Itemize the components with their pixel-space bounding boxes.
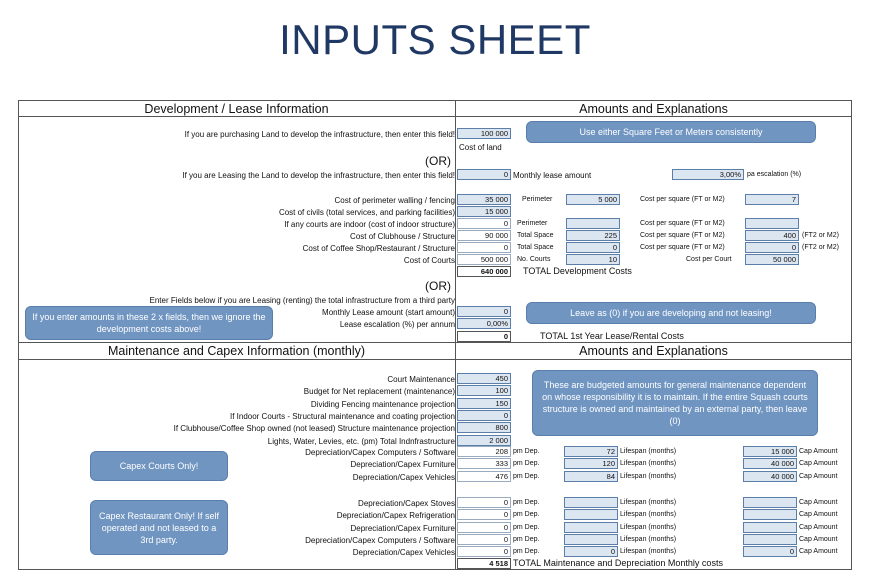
pm-dep-label: pm Dep. xyxy=(513,448,540,455)
lease-land-input[interactable]: 0 xyxy=(457,169,511,180)
third-party-label: Enter Fields below if you are Leasing (renting) the total infrastructure from a third party xyxy=(149,296,455,305)
dev-section-header: Development / Lease Information xyxy=(144,102,329,116)
capex-row-label: Depreciation/Capex Refrigeration xyxy=(336,511,455,520)
lifespan-label: Lifespan (months) xyxy=(620,460,677,467)
clubhouse-space-label: Total Space xyxy=(517,232,554,239)
cap-amount-input[interactable]: 40 000 xyxy=(743,471,797,482)
maint-row-label: Budget for Net replacement (maintenance) xyxy=(303,387,455,396)
lease-escalation-input[interactable]: 0,00% xyxy=(457,318,511,329)
ignore-dev-callout: If you enter amounts in these 2 x fields, then we ignore the development costs above! xyxy=(25,306,273,340)
cpsq-label: Cost per square (FT or M2) xyxy=(640,196,725,203)
lifespan-input[interactable]: 120 xyxy=(564,458,618,469)
amounts-section-header-2: Amounts and Explanations xyxy=(579,344,728,358)
monthly-start-input[interactable]: 0 xyxy=(457,306,511,317)
header-bottom-line xyxy=(18,116,852,117)
coffee-cpsq-label: Cost per square (FT or M2) xyxy=(640,244,725,251)
capex-row-label: Depreciation/Capex Furniture xyxy=(350,460,455,469)
leave-zero-callout: Leave as (0) if you are developing and not leasing! xyxy=(526,302,816,324)
cap-amount-label: Cap Amount xyxy=(799,448,838,455)
capex-row-label: Depreciation/Capex Computers / Software xyxy=(305,536,455,545)
cap-amount-label: Cap Amount xyxy=(799,548,838,555)
pm-dep-label: pm Dep. xyxy=(513,460,540,467)
pm-dep-label: pm Dep. xyxy=(513,473,540,480)
maint-row-input[interactable]: 150 xyxy=(457,398,511,409)
pm-dep-label: pm Dep. xyxy=(513,499,540,506)
capex-row-value: 0 xyxy=(457,546,511,557)
capex-row-value: 208 xyxy=(457,446,511,457)
capex-row-label: Depreciation/Capex Furniture xyxy=(350,524,455,533)
pm-dep-label: pm Dep. xyxy=(513,536,540,543)
coffee-space-label: Total Space xyxy=(517,244,554,251)
indoor-perimeter-label: Perimeter xyxy=(517,220,548,227)
indoor-cpsq-input[interactable] xyxy=(745,218,799,229)
capex-restaurant-callout: Capex Restaurant Only! If self operated and not leased to a 3rd party. xyxy=(90,500,228,555)
capex-courts-callout: Capex Courts Only! xyxy=(90,451,228,481)
capex-row-value: 0 xyxy=(457,534,511,545)
lease-land-label: If you are Leasing the Land to develop the infrastructure, then enter this field! xyxy=(182,171,455,180)
or-separator-1: (OR) xyxy=(425,154,451,168)
purchase-land-label: If you are purchasing Land to develop the infrastructure, then enter this field! xyxy=(184,130,455,139)
coffee-cpsq-input[interactable]: 0 xyxy=(745,242,799,253)
cap-amount-label: Cap Amount xyxy=(799,499,838,506)
lifespan-label: Lifespan (months) xyxy=(620,473,677,480)
lifespan-label: Lifespan (months) xyxy=(620,548,677,555)
amounts-section-header: Amounts and Explanations xyxy=(579,102,728,116)
perimeter-input[interactable]: 5 000 xyxy=(566,194,620,205)
total-maintenance-value: 4 518 xyxy=(457,558,511,569)
cap-amount-input[interactable] xyxy=(743,522,797,533)
ncourts-input[interactable]: 10 xyxy=(566,254,620,265)
monthly-start-label: Monthly Lease amount (start amount) xyxy=(322,308,455,317)
cap-amount-label: Cap Amount xyxy=(799,511,838,518)
budgeted-callout: These are budgeted amounts for general maintenance dependent on whose responsibility it is to maintain. If the entire Squash courts structure is owned and maintained by an external party, then leave (0) xyxy=(532,370,818,436)
lifespan-input[interactable]: 72 xyxy=(564,446,618,457)
maint-row-label: If Clubhouse/Coffee Shop owned (not leased) Structure maintenance projection xyxy=(173,424,455,433)
lifespan-input[interactable]: 0 xyxy=(564,546,618,557)
clubhouse-label: Cost of Clubhouse / Structure xyxy=(350,232,455,241)
or-separator-2: (OR) xyxy=(425,279,451,293)
indoor-label: If any courts are indoor (cost of indoor structure) xyxy=(284,220,455,229)
clubhouse-input[interactable]: 90 000 xyxy=(457,230,511,241)
clubhouse-unit-label: (FT2 or M2) xyxy=(802,232,839,239)
coffee-unit-label: (FT2 or M2) xyxy=(802,244,839,251)
maint-row-label: Lights, Water, Levies, etc. (pm) Total Indnfrastructure xyxy=(267,437,455,446)
maint-section-header: Maintenance and Capex Information (monthly) xyxy=(107,344,366,358)
pm-dep-label: pm Dep. xyxy=(513,524,540,531)
frame-left-line xyxy=(18,100,19,570)
maint-row-input[interactable]: 800 xyxy=(457,422,511,433)
escalation-input[interactable]: 3,00% xyxy=(672,169,744,180)
courts-label: Cost of Courts xyxy=(403,256,455,265)
capex-row-label: Depreciation/Capex Vehicles xyxy=(352,473,455,482)
walling-input[interactable]: 35 000 xyxy=(457,194,511,205)
lifespan-input[interactable] xyxy=(564,497,618,508)
lifespan-input[interactable] xyxy=(564,534,618,545)
cap-amount-label: Cap Amount xyxy=(799,460,838,467)
lifespan-label: Lifespan (months) xyxy=(620,448,677,455)
maint-row-input[interactable]: 100 xyxy=(457,385,511,396)
maint-row-input[interactable]: 2 000 xyxy=(457,435,511,446)
maint-row-label: Court Maintenance xyxy=(387,375,455,384)
maint-row-label: Dividing Fencing maintenance projection xyxy=(310,400,455,409)
ncourts-label: No. Courts xyxy=(517,256,551,263)
cost-per-court-input[interactable]: 50 000 xyxy=(745,254,799,265)
coffee-label: Cost of Coffee Shop/Restaurant / Structure xyxy=(302,244,455,253)
lifespan-input[interactable] xyxy=(564,522,618,533)
cap-amount-input[interactable] xyxy=(743,509,797,520)
lifespan-input[interactable] xyxy=(564,509,618,520)
maint-row-input[interactable]: 0 xyxy=(457,410,511,421)
capex-row-value: 333 xyxy=(457,458,511,469)
lifespan-label: Lifespan (months) xyxy=(620,524,677,531)
clubhouse-cpsq-label: Cost per square (FT or M2) xyxy=(640,232,725,239)
walling-label: Cost of perimeter walling / fencing xyxy=(334,196,455,205)
cap-amount-input[interactable]: 40 000 xyxy=(743,458,797,469)
clubhouse-space-input[interactable]: 225 xyxy=(566,230,620,241)
total-lease-value: 0 xyxy=(457,331,511,342)
units-callout: Use either Square Feet or Meters consistently xyxy=(526,121,816,143)
civils-input[interactable]: 15 000 xyxy=(457,206,511,217)
cap-amount-input[interactable] xyxy=(743,534,797,545)
escalation-label: pa escalation (%) xyxy=(747,171,802,178)
total-development-label: TOTAL Development Costs xyxy=(523,266,632,276)
lifespan-label: Lifespan (months) xyxy=(620,499,677,506)
frame-bottom-line xyxy=(18,569,852,570)
pm-dep-label: pm Dep. xyxy=(513,511,540,518)
courts-input[interactable]: 500 000 xyxy=(457,254,511,265)
capex-row-value: 476 xyxy=(457,471,511,482)
coffee-space-input[interactable]: 0 xyxy=(566,242,620,253)
cap-amount-label: Cap Amount xyxy=(799,524,838,531)
maint-top-line xyxy=(18,342,852,343)
cost-of-land-label: Cost of land xyxy=(459,143,502,152)
clubhouse-cpsq-input[interactable]: 400 xyxy=(745,230,799,241)
cap-amount-input[interactable] xyxy=(743,497,797,508)
cap-amount-label: Cap Amount xyxy=(799,473,838,480)
indoor-input[interactable]: 0 xyxy=(457,218,511,229)
capex-row-value: 0 xyxy=(457,497,511,508)
cpsq-input[interactable]: 7 xyxy=(745,194,799,205)
capex-row-label: Depreciation/Capex Computers / Software xyxy=(305,448,455,457)
capex-row-value: 0 xyxy=(457,509,511,520)
cap-amount-label: Cap Amount xyxy=(799,536,838,543)
maint-header-bottom-line xyxy=(18,359,852,360)
cost-per-court-label: Cost per Court xyxy=(686,256,732,263)
indoor-perimeter-input[interactable] xyxy=(566,218,620,229)
capex-row-value: 0 xyxy=(457,522,511,533)
cap-amount-input[interactable]: 15 000 xyxy=(743,446,797,457)
maint-row-input[interactable]: 450 xyxy=(457,373,511,384)
page-title: INPUTS SHEET xyxy=(279,16,591,63)
frame-right-line xyxy=(851,100,852,570)
civils-label: Cost of civils (total services, and parking facilities) xyxy=(278,208,455,217)
total-maintenance-label: TOTAL Maintenance and Depreciation Monthly costs xyxy=(513,558,723,568)
maint-row-label: If Indoor Courts - Structural maintenance and coating projection xyxy=(229,412,455,421)
monthly-lease-amount-label: Monthly lease amount xyxy=(513,171,592,180)
capex-row-label: Depreciation/Capex Stoves xyxy=(358,499,455,508)
lifespan-label: Lifespan (months) xyxy=(620,511,677,518)
frame-mid-line xyxy=(455,100,456,570)
frame-top-line xyxy=(18,100,852,101)
indoor-cpsq-label: Cost per square (FT or M2) xyxy=(640,220,725,227)
purchase-land-input[interactable]: 100 000 xyxy=(457,128,511,139)
lease-escalation-label: Lease escalation (%) per annum xyxy=(339,320,455,329)
lifespan-label: Lifespan (months) xyxy=(620,536,677,543)
cap-amount-input[interactable]: 0 xyxy=(743,546,797,557)
pm-dep-label: pm Dep. xyxy=(513,548,540,555)
capex-row-label: Depreciation/Capex Vehicles xyxy=(352,548,455,557)
total-development-value: 640 000 xyxy=(457,266,511,277)
total-lease-label: TOTAL 1st Year Lease/Rental Costs xyxy=(540,331,684,341)
lifespan-input[interactable]: 84 xyxy=(564,471,618,482)
perimeter-label: Perimeter xyxy=(522,196,553,203)
coffee-input[interactable]: 0 xyxy=(457,242,511,253)
